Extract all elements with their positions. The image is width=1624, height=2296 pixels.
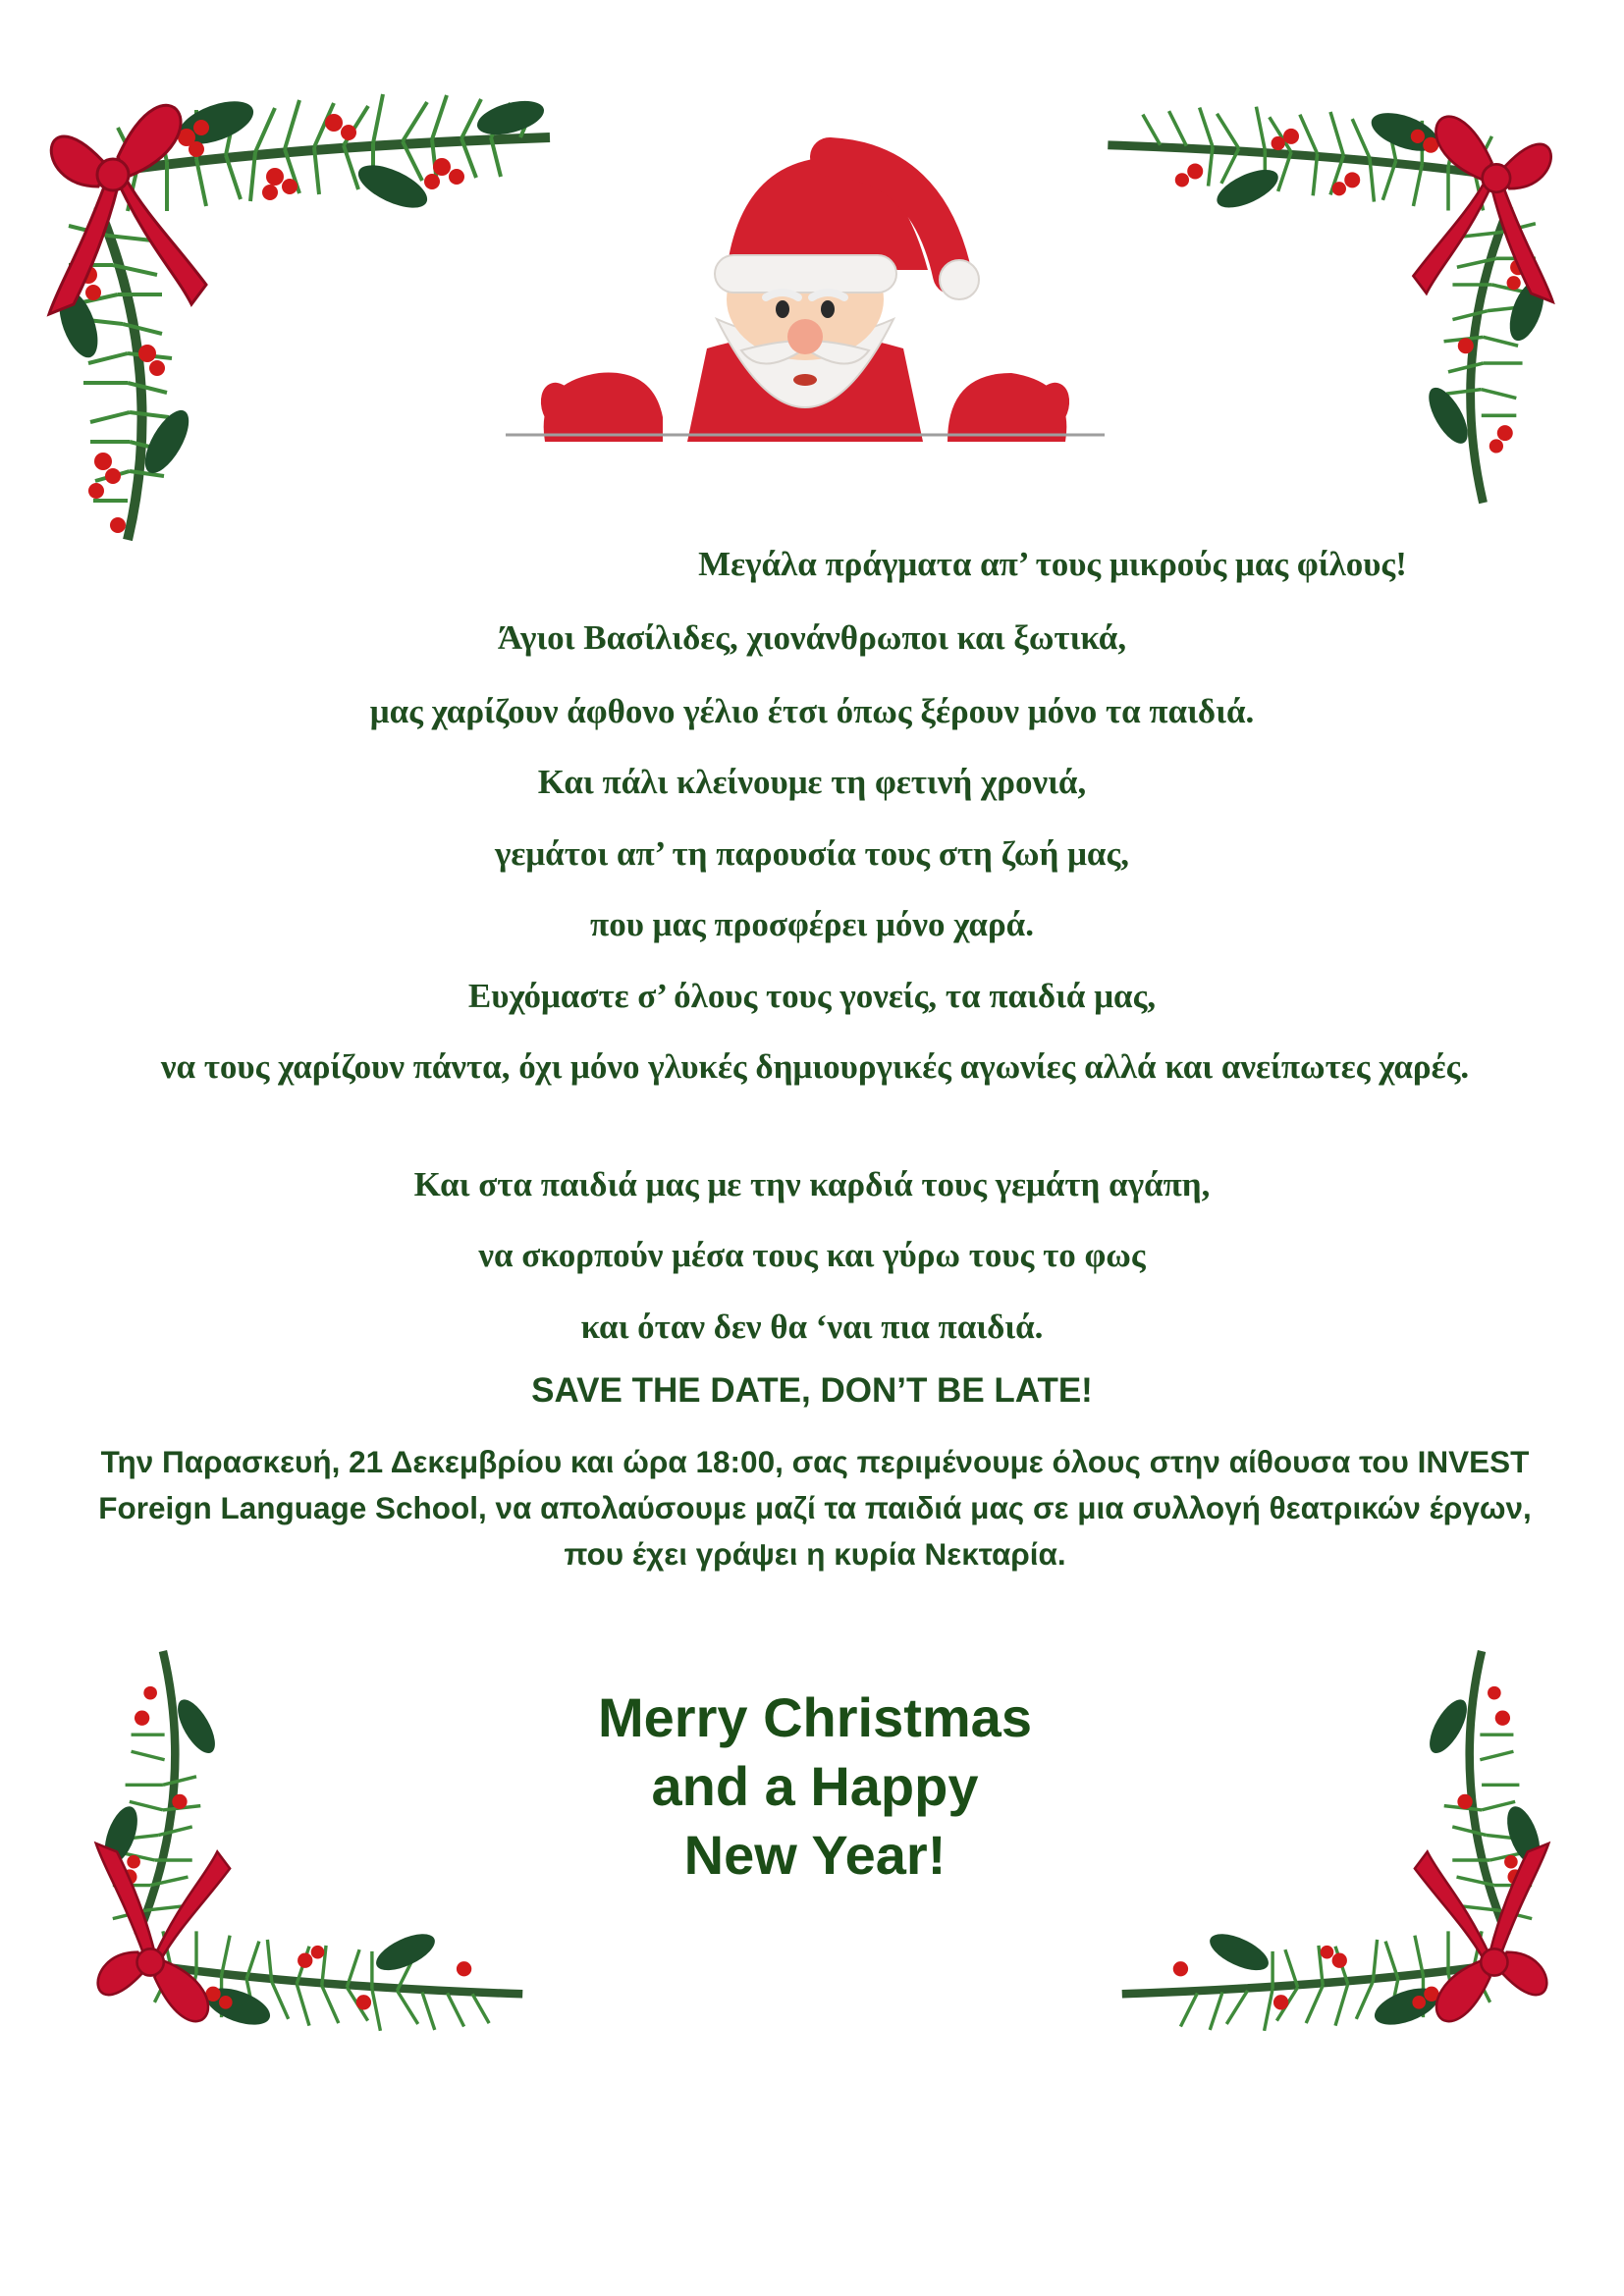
poem-line-9: Και στα παιδιά μας με την καρδιά τους γεμάτη αγάπη, — [413, 1165, 1211, 1203]
poem-line-11: και όταν δεν θα ‘ναι πια παιδιά. — [580, 1308, 1044, 1346]
poem-line-8: να τους χαρίζουν πάντα, όχι μόνο γλυκές δημιουργικές αγωνίες αλλά και ανείπωτες χαρές. — [160, 1047, 1470, 1086]
poem-line-4: Και πάλι κλείνουμε τη φετινή χρονιά, — [537, 763, 1087, 801]
poem-line-2: Άγιοι Βασίλιδες, χιονάνθρωποι και ξωτικά, — [497, 618, 1127, 657]
season-greeting: Merry Christmas and a Happy New Year! — [598, 1686, 1032, 1886]
garland-top-right-icon — [1056, 49, 1605, 520]
garland-bottom-right-icon — [1070, 1634, 1600, 2086]
poem-line-10: να σκορπούν μέσα τους και γύρω τους το φως — [478, 1236, 1146, 1274]
poem-line-1: Μεγάλα πράγματα απ’ τους μικρούς μας φίλους! — [698, 545, 1407, 583]
poem-line-5: γεμάτοι απ’ τη παρουσία τους στη ζωή μας, — [495, 834, 1129, 873]
santa-claus-icon — [506, 123, 1105, 461]
poem-line-7: Ευχόμαστε σ’ όλους τους γονείς, τα παιδιά μας, — [467, 977, 1157, 1015]
poem-line-3: μας χαρίζουν άφθονο γέλιο έτσι όπως ξέρουν μόνο τα παιδιά. — [369, 692, 1255, 730]
event-invitation-text: Την Παρασκευή, 21 Δεκεμβρίου και ώρα 18:00, σας περιμένουμε όλους στην αίθουσα του INVEST Foreign Language School, να απολαύσουμε μαζί τα παιδιά μας σε μια συλλογή θεατρικών έργων, που έχει γράψει η κυρία Νεκταρία. — [98, 1444, 1532, 1572]
garland-top-left-icon — [20, 29, 579, 560]
save-the-date-heading: SAVE THE DATE, DON’T BE LATE! — [531, 1371, 1093, 1410]
garland-bottom-left-icon — [44, 1634, 574, 2086]
poem-line-6: που μας προσφέρει μόνο χαρά. — [590, 905, 1034, 943]
